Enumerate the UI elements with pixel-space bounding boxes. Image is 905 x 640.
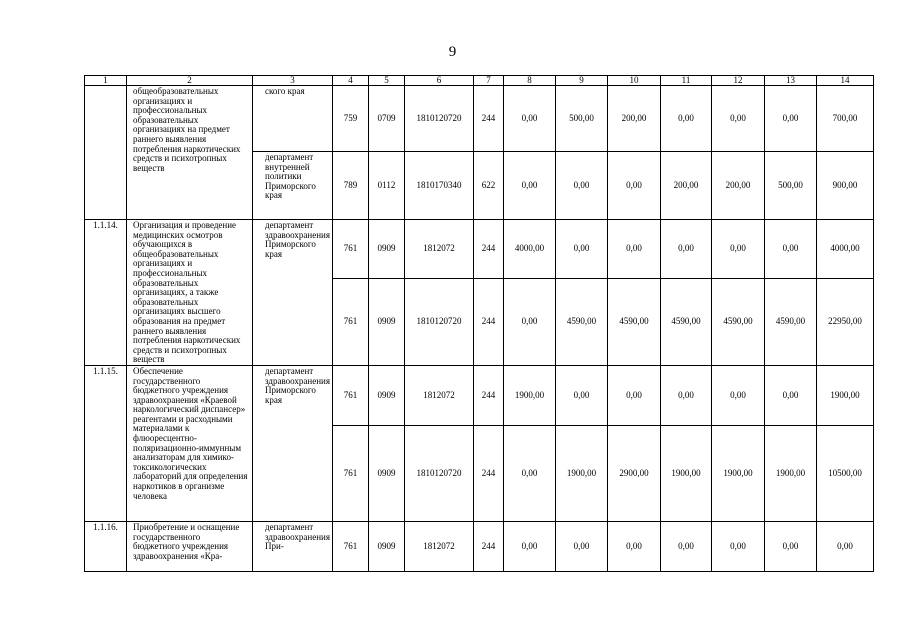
row-description: общеобразовательных организациях и профессиональных образовательных организациях на предмет раннего выявления потребления наркотических средств и психотропных веществ <box>127 86 253 220</box>
table-cell: 0,00 <box>504 152 556 220</box>
table-cell: 10500,00 <box>817 425 874 521</box>
column-header: 11 <box>661 76 712 86</box>
table-cell: 761 <box>333 425 369 521</box>
column-header: 12 <box>712 76 765 86</box>
column-header: 2 <box>127 76 253 86</box>
row-description: Приобретение и оснащение государственного бюджетного учреждения здравоохранения «Кра- <box>127 521 253 571</box>
table-cell: 761 <box>333 521 369 571</box>
column-header: 13 <box>765 76 817 86</box>
table-row <box>85 521 874 571</box>
table-cell: 244 <box>474 278 504 365</box>
table-cell: 1900,00 <box>817 365 874 425</box>
table-cell: 0909 <box>369 425 405 521</box>
row-index: 1.1.14. <box>85 220 127 366</box>
table-cell: 4000,00 <box>504 220 556 279</box>
header-row <box>85 76 874 86</box>
table-cell: 0,00 <box>817 521 874 571</box>
table-cell: 0,00 <box>765 521 817 571</box>
table-cell: 0,00 <box>765 86 817 152</box>
table-cell: 4590,00 <box>608 278 661 365</box>
table-cell: 0,00 <box>504 86 556 152</box>
table-cell: 700,00 <box>817 86 874 152</box>
table-cell: 1900,00 <box>765 425 817 521</box>
table-cell: 0,00 <box>504 278 556 365</box>
table-row <box>85 220 874 279</box>
table-cell: 789 <box>333 152 369 220</box>
table-cell: 0,00 <box>608 152 661 220</box>
table-cell: 0,00 <box>556 365 608 425</box>
table-cell: 1810170340 <box>405 152 474 220</box>
table-cell: 0,00 <box>661 86 712 152</box>
table-cell: 759 <box>333 86 369 152</box>
table-cell: 0909 <box>369 278 405 365</box>
table-row <box>85 365 874 425</box>
table-cell: 1900,00 <box>556 425 608 521</box>
column-header: 3 <box>253 76 333 86</box>
table-cell: 4590,00 <box>712 278 765 365</box>
table-cell: 0,00 <box>608 521 661 571</box>
table-cell: 1900,00 <box>712 425 765 521</box>
table-cell: 0909 <box>369 365 405 425</box>
table-cell: 0,00 <box>712 86 765 152</box>
table-cell: 900,00 <box>817 152 874 220</box>
table-cell: 0,00 <box>661 365 712 425</box>
table-cell: 22950,00 <box>817 278 874 365</box>
table-cell: 200,00 <box>608 86 661 152</box>
table-cell: 1812072 <box>405 365 474 425</box>
table-cell: 1810120720 <box>405 86 474 152</box>
table-cell: 0,00 <box>712 521 765 571</box>
table-cell: 500,00 <box>556 86 608 152</box>
table-cell: 0,00 <box>712 220 765 279</box>
table-cell: 0,00 <box>556 220 608 279</box>
table-cell: 500,00 <box>765 152 817 220</box>
table-cell: 1810120720 <box>405 278 474 365</box>
table-cell: 4590,00 <box>556 278 608 365</box>
row-executor: департамент здравоохранения Приморского края <box>253 365 333 521</box>
column-header: 4 <box>333 76 369 86</box>
table-cell: 244 <box>474 521 504 571</box>
table-cell: 1812072 <box>405 220 474 279</box>
table-cell: 200,00 <box>712 152 765 220</box>
table-cell: 0909 <box>369 521 405 571</box>
table-cell: 200,00 <box>661 152 712 220</box>
table-cell: 0,00 <box>712 365 765 425</box>
table-cell: 0,00 <box>608 220 661 279</box>
row-index <box>85 86 127 220</box>
table-cell: 244 <box>474 365 504 425</box>
table-cell: 0,00 <box>608 365 661 425</box>
row-description: Организация и проведение медицинских осмотров обучающихся в общеобразовательных организациях и профессиональных образовательных организациях, а также образовательных организациях высшего образования на предмет раннего выявления потребления наркотических средств и психотропных веществ <box>127 220 253 366</box>
table-cell: 0,00 <box>504 521 556 571</box>
table-cell: 1812072 <box>405 521 474 571</box>
column-header: 8 <box>504 76 556 86</box>
row-executor: ского края <box>253 86 333 152</box>
table-cell: 1810120720 <box>405 425 474 521</box>
table-cell: 0,00 <box>556 521 608 571</box>
table-cell: 761 <box>333 278 369 365</box>
column-header: 7 <box>474 76 504 86</box>
row-index: 1.1.15. <box>85 365 127 521</box>
table-cell: 761 <box>333 220 369 279</box>
table-row <box>85 86 874 152</box>
table-cell: 1900,00 <box>504 365 556 425</box>
table-cell: 4000,00 <box>817 220 874 279</box>
row-executor: департамент здравоохранения При- <box>253 521 333 571</box>
table-cell: 0,00 <box>504 425 556 521</box>
table-cell: 244 <box>474 86 504 152</box>
column-header: 1 <box>85 76 127 86</box>
table-cell: 0,00 <box>661 521 712 571</box>
column-header: 10 <box>608 76 661 86</box>
table-cell: 0112 <box>369 152 405 220</box>
budget-table <box>84 75 874 572</box>
table-cell: 0,00 <box>765 365 817 425</box>
table-cell: 0,00 <box>556 152 608 220</box>
table-cell: 0,00 <box>765 220 817 279</box>
row-index: 1.1.16. <box>85 521 127 571</box>
table-cell: 622 <box>474 152 504 220</box>
page-number: 9 <box>448 44 457 60</box>
row-description: Обеспечение государственного бюджетного учреждения здравоохранения «Краевой наркологический диспансер» реагентами и расходными материалами к флюоресцентно-поляризационно-иммунным анализаторам для химико-токсикологических лабораторий для определения наркотиков в организме человека <box>127 365 253 521</box>
table-cell: 4590,00 <box>661 278 712 365</box>
column-header: 5 <box>369 76 405 86</box>
table-cell: 0909 <box>369 220 405 279</box>
table-cell: 244 <box>474 220 504 279</box>
table-cell: 4590,00 <box>765 278 817 365</box>
row-executor: департамент здравоохранения Приморского края <box>253 220 333 366</box>
column-header: 9 <box>556 76 608 86</box>
table-cell: 1900,00 <box>661 425 712 521</box>
table-cell: 0,00 <box>661 220 712 279</box>
table-cell: 761 <box>333 365 369 425</box>
table-cell: 244 <box>474 425 504 521</box>
column-header: 6 <box>405 76 474 86</box>
table-cell: 0709 <box>369 86 405 152</box>
row-executor: департамент внутренней политики Приморского края <box>253 152 333 220</box>
table-cell: 2900,00 <box>608 425 661 521</box>
column-header: 14 <box>817 76 874 86</box>
